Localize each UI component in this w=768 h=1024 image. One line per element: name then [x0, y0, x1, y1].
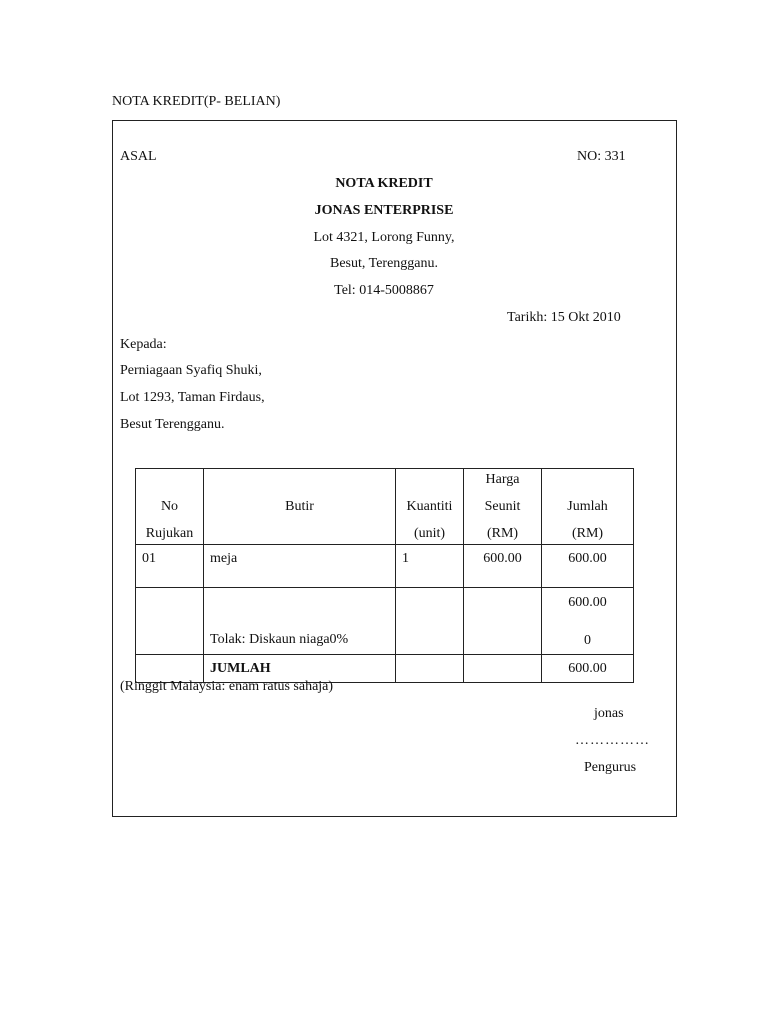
table-row — [136, 545, 634, 588]
company-address-line1: Lot 4321, Lorong Funny, — [313, 230, 455, 245]
header-no-line2: Rujukan — [145, 526, 194, 541]
header-harga-line3: (RM) — [486, 526, 519, 541]
header-butir — [204, 469, 396, 545]
company-name: JONAS ENTERPRISE — [314, 203, 454, 218]
signature-dots: …………… — [575, 733, 650, 748]
company-address-line2: Besut, Terengganu. — [329, 256, 438, 271]
signature-role: Pengurus — [584, 760, 637, 775]
header-no-line1: No — [160, 499, 179, 514]
discount-no-cell — [136, 588, 204, 655]
discount-amount-line1: 600.00 — [568, 595, 607, 610]
header-jumlah-line2: (RM) — [571, 526, 604, 541]
asal-label: ASAL — [120, 149, 157, 164]
discount-amount-line2: 0 — [584, 633, 591, 648]
recipient-address-line1: Lot 1293, Taman Firdaus, — [120, 390, 265, 405]
header-kuantiti-line2: (unit) — [413, 526, 446, 541]
note-number: NO: 331 — [577, 149, 626, 164]
amount-in-words: (Ringgit Malaysia: enam ratus sahaja) — [120, 679, 334, 694]
table-header-row — [136, 469, 634, 545]
header-butir-label: Butir — [285, 499, 314, 514]
total-label: JUMLAH — [204, 655, 396, 683]
note-title: NOTA KREDIT — [335, 176, 433, 191]
discount-label: Tolak: Diskaun niaga0% — [204, 588, 396, 655]
discount-amount-cell — [542, 588, 634, 655]
company-tel: Tel: 014-5008867 — [334, 283, 434, 298]
recipient-name: Perniagaan Syafiq Shuki, — [120, 363, 262, 378]
document-heading: NOTA KREDIT(P- BELIAN) — [112, 94, 281, 109]
items-table — [135, 468, 634, 683]
signature-name: jonas — [594, 706, 624, 721]
header-harga-seunit — [464, 469, 542, 545]
header-kuantiti — [396, 469, 464, 545]
header-kuantiti-line1: Kuantiti — [406, 499, 453, 514]
header-harga-line1: Harga — [485, 472, 520, 487]
row-harga: 600.00 — [464, 545, 542, 588]
discount-row — [136, 588, 634, 655]
header-jumlah — [542, 469, 634, 545]
row-butir: meja — [204, 545, 396, 588]
header-jumlah-line1: Jumlah — [567, 499, 608, 514]
discount-kuantiti-cell — [396, 588, 464, 655]
total-harga-cell — [464, 655, 542, 683]
row-jumlah: 600.00 — [542, 545, 634, 588]
total-kuantiti-cell — [396, 655, 464, 683]
discount-harga-cell — [464, 588, 542, 655]
row-kuantiti: 1 — [396, 545, 464, 588]
row-no: 01 — [136, 545, 204, 588]
total-amount: 600.00 — [542, 655, 634, 683]
recipient-label: Kepada: — [120, 337, 167, 352]
recipient-address-line2: Besut Terengganu. — [120, 417, 225, 432]
note-date: Tarikh: 15 Okt 2010 — [507, 310, 621, 325]
header-no-rujukan — [136, 469, 204, 545]
header-harga-line2: Seunit — [484, 499, 521, 514]
